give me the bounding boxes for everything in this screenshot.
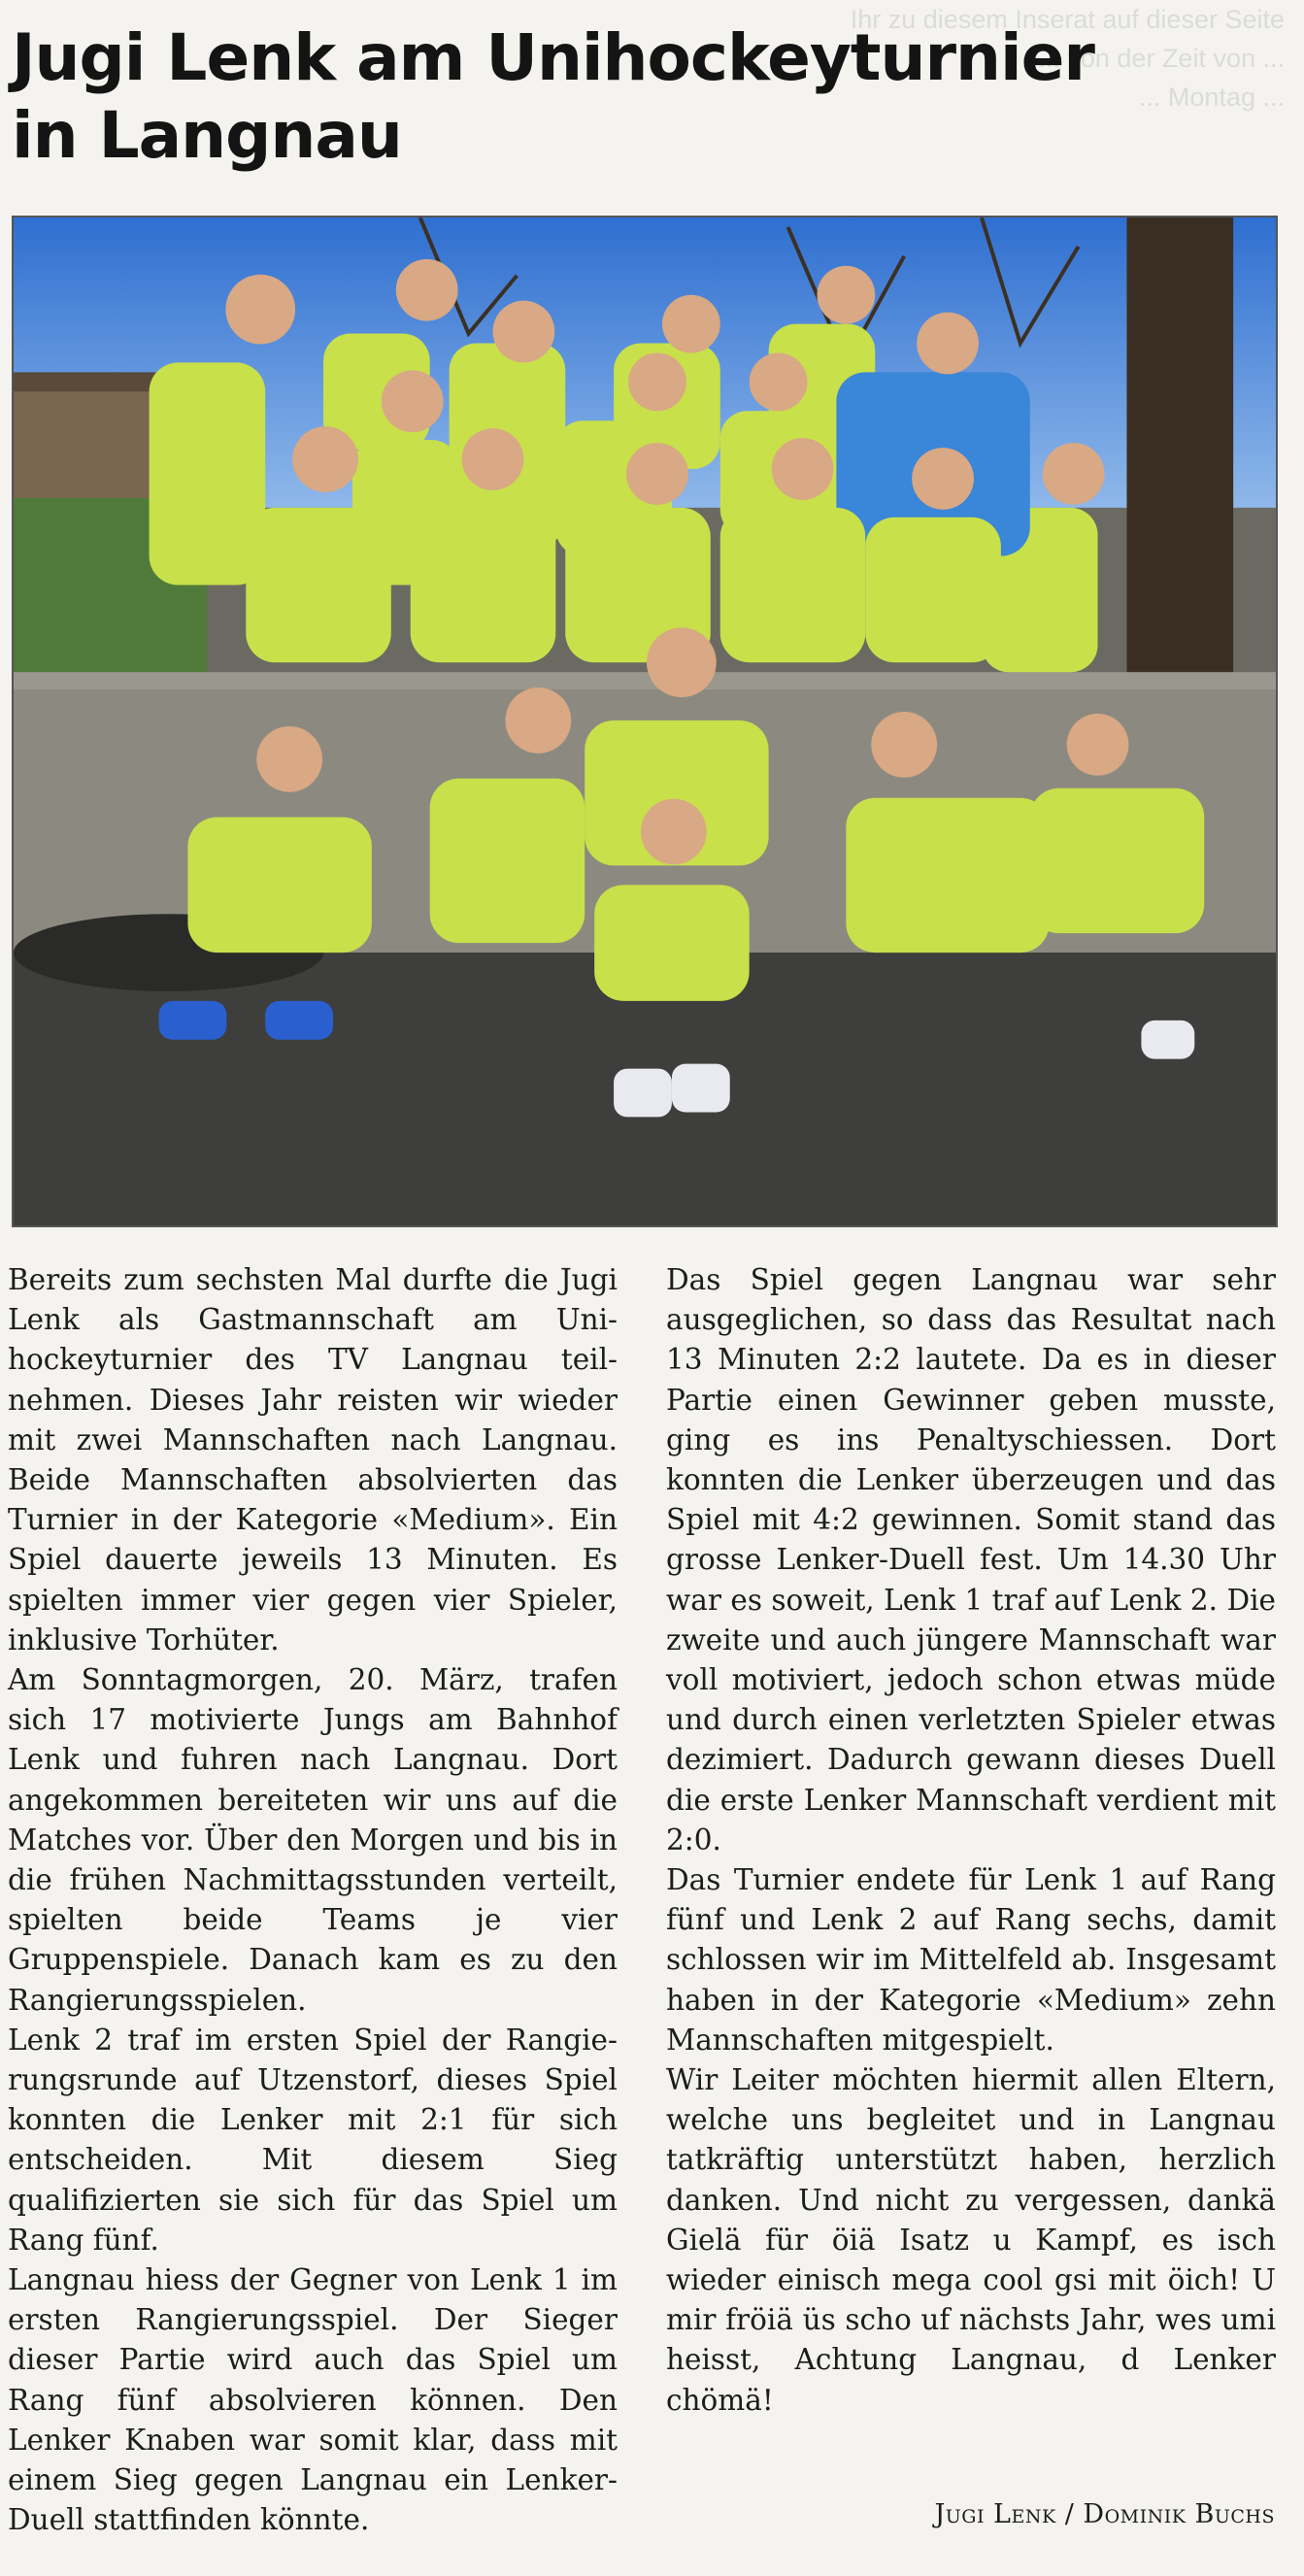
bleed-line: Ihr zu diesem Inserat auf dieser Seite <box>850 5 1285 34</box>
article-paragraph: Am Sonntagmorgen, 20. März, trafen sich 17 motivierte Jungs am Bahnhof Lenk und fuhren nach Langnau. Dort angekommen bereiteten wir uns auf die Matches vor. Über den Morgen und bis in die frühen Nachmittagsstunden verteilt, spielten beide Teams je vier Gruppenspiele. Danach kam es zu den Rangierungsspielen. <box>8 1663 618 2017</box>
bleed-line: ... Montag ... <box>1138 83 1285 112</box>
article-paragraph: Wir Leiter möchten hiermit allen Eltern, welche uns begleitet und in Langnau tatkräftig unterstützt haben, herzlich danken. Und nicht zu vergessen, dankä Gielä für öiä Isatz u Kampf, es isch wieder einisch mega cool gsi mit öich! U mir fröiä üs scho uf nächsts Jahr, wes umi heisst, Achtung Langnau, d Lenker chömä! <box>666 2063 1276 2417</box>
article-paragraph: Langnau hiess der Gegner von Lenk 1 im ersten Rangierungsspiel. Der Sieger dieser Partie wird auch das Spiel um Rang fünf absolvieren können. Den Lenker Knaben war somit klar, dass mit einem Sieg gegen Langnau ein Lenker-Duell stattfinden könnte. <box>8 2263 618 2537</box>
article-paragraph: Das Turnier endete für Lenk 1 auf Rang fünf und Lenk 2 auf Rang sechs, damit schlossen wir im Mittelfeld ab. Insgesamt haben in der Kategorie «Medium» zehn Mannschaften mitgespielt. <box>666 1863 1276 2057</box>
article-column-right <box>666 1260 1276 2541</box>
article-headline <box>12 19 1094 175</box>
article-column-left <box>8 1260 618 2541</box>
group-photo-illustration <box>14 217 1276 1225</box>
headline-line-2: in Langnau <box>12 98 402 173</box>
article-paragraph: Lenk 2 traf im ersten Spiel der Rangierungsrunde auf Utzenstorf, dieses Spiel konnten die Lenker mit 2:1 für sich entscheiden. Mit diesem Sieg qualifizierten sie sich für das Spiel um Rang fünf. <box>8 2023 618 2257</box>
headline-line-1: Jugi Lenk am Unihockeyturnier <box>12 20 1094 95</box>
article-paragraph: Bereits zum sechsten Mal durfte die Jugi Lenk als Gastmannschaft am Unihockeyturnier des TV Langnau teilnehmen. Dieses Jahr reisten wir wieder mit zwei Mannschaften nach Langnau. Beide Mannschaften absolvierten das Turnier in der Kategorie «Medium». Ein Spiel dauerte jeweils 13 Minuten. Es spielten immer vier gegen vier Spieler, inklusive Torhüter. <box>8 1263 618 1656</box>
team-photo <box>12 216 1278 1227</box>
bleed-line: ... von der Zeit von ... <box>1038 44 1285 73</box>
article-body <box>8 1260 1276 2541</box>
article-byline: Jugi Lenk / Dominik Buchs <box>934 2499 1275 2529</box>
article-paragraph: Das Spiel gegen Langnau war sehr ausgeglichen, so dass das Resultat nach 13 Minuten 2:2 lautete. Da es in dieser Partie einen Gewinner geben musste, ging es ins Penaltyschiessen. Dort konnten die Lenker überzeugen und das Spiel mit 4:2 gewinnen. Somit stand das grosse Lenker-Duell fest. Um 14.30 Uhr war es soweit, Lenk 1 traf auf Lenk 2. Die zweite und auch jüngere Mannschaft war voll motiviert, jedoch schon etwas müde und durch einen verletzten Spieler etwas dezimiert. Dadurch gewann dieses Duell die erste Lenker Mannschaft verdient mit 2:0. <box>666 1263 1276 1857</box>
